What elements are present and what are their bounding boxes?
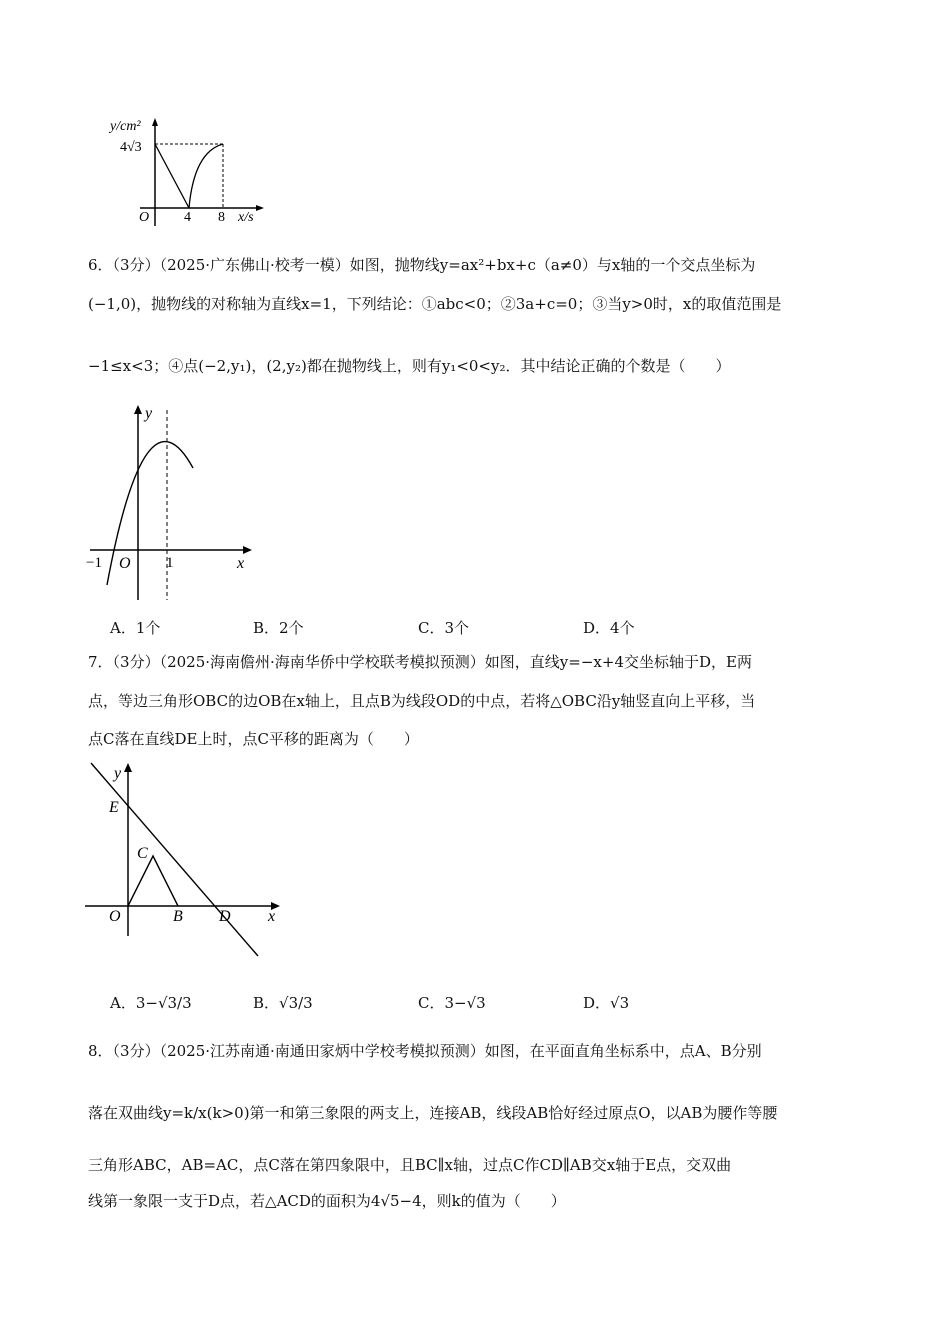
q8-line1: 8．（3分）（2025·江苏南通·南通田家炳中学校考模拟预测）如图，在平面直角坐标系中，点A、B分别 — [88, 1042, 762, 1060]
q5-xlabel: x/s — [238, 210, 254, 225]
q6-option-d[interactable]: D．4个 — [583, 619, 635, 637]
q7-line1: 7．（3分）（2025·海南儋州·海南华侨中学校联考模拟预测）如图，直线y=−x+4交坐标轴于D，E两 — [88, 653, 752, 671]
q5-origin: O — [139, 210, 150, 225]
q8-line4: 线第一象限一支于D点，若△ACD的面积为4√5−4，则k的值为（ ） — [88, 1192, 566, 1210]
q6-tick-neg1: −1 — [86, 555, 102, 571]
q6-option-b[interactable]: B．2个 — [253, 619, 304, 637]
q6-option-a[interactable]: A．1个 — [110, 619, 161, 637]
q6-tick-1: 1 — [166, 555, 174, 571]
q7-line2: 点，等边三角形OBC的边OB在x轴上，且点B为线段OD的中点，若将△OBC沿y轴竖直向上平移，当 — [88, 692, 756, 710]
q5-yval: 4√3 — [120, 140, 142, 155]
q6-x-arrow — [243, 546, 252, 554]
q5-graph-segment — [155, 144, 189, 208]
q5-graph-curve — [189, 144, 223, 208]
q5-x-arrow — [256, 205, 264, 211]
q7-label-c: C — [137, 845, 148, 862]
q6-y-arrow — [134, 405, 142, 414]
q7-option-a[interactable]: A．3−√3/3 — [110, 994, 192, 1012]
q5-y-arrow — [152, 118, 158, 126]
q7-label-d: D — [219, 908, 231, 925]
q7-triangle-obc — [128, 856, 178, 906]
q7-label-b: B — [173, 908, 183, 925]
q7-option-c[interactable]: C．3−√3 — [418, 994, 486, 1012]
q6-origin: O — [119, 555, 131, 572]
q7-y-arrow — [124, 763, 132, 772]
q6-option-c[interactable]: C．3个 — [418, 619, 470, 637]
q6-line3: −1≤x<3；④点(−2,y₁)，(2,y₂)都在抛物线上，则有y₁<0<y₂．其中结论正确的个数是（ ） — [88, 357, 731, 375]
q5-ylabel: y/cm² — [110, 119, 141, 134]
q7-xlabel: x — [268, 908, 276, 925]
q7-figure — [85, 758, 290, 958]
q7-option-b[interactable]: B．√3/3 — [253, 994, 313, 1012]
q6-line2: (−1,0)，抛物线的对称轴为直线x=1，下列结论：①abc<0；②3a+c=0；③当y>0时，x的取值范围是 — [88, 295, 782, 313]
q8-line3: 三角形ABC，AB=AC，点C落在第四象限中，且BC∥x轴，过点C作CD∥AB交x轴于E点，交双曲 — [88, 1156, 732, 1174]
q6-figure — [85, 400, 260, 605]
q6-xlabel: x — [237, 555, 245, 572]
q7-line3: 点C落在直线DE上时，点C平移的距离为（ ） — [88, 730, 419, 748]
q6-line1: 6．（3分）（2025·广东佛山·校考一模）如图，抛物线y=ax²+bx+c（a≠0）与x轴的一个交点坐标为 — [88, 256, 756, 274]
q5-tick-4: 4 — [184, 210, 191, 225]
q7-option-d[interactable]: D．√3 — [583, 994, 630, 1012]
q8-line2: 落在双曲线y=k/x(k>0)第一和第三象限的两支上，连接AB，线段AB恰好经过原点O，以AB为腰作等腰 — [88, 1104, 778, 1122]
q7-label-e: E — [109, 799, 119, 816]
q7-ylabel: y — [114, 765, 122, 782]
q7-line-de — [91, 763, 258, 956]
q5-figure — [100, 108, 270, 233]
q6-ylabel: y — [145, 405, 153, 422]
q5-tick-8: 8 — [218, 210, 225, 225]
q7-label-o: O — [109, 908, 121, 925]
